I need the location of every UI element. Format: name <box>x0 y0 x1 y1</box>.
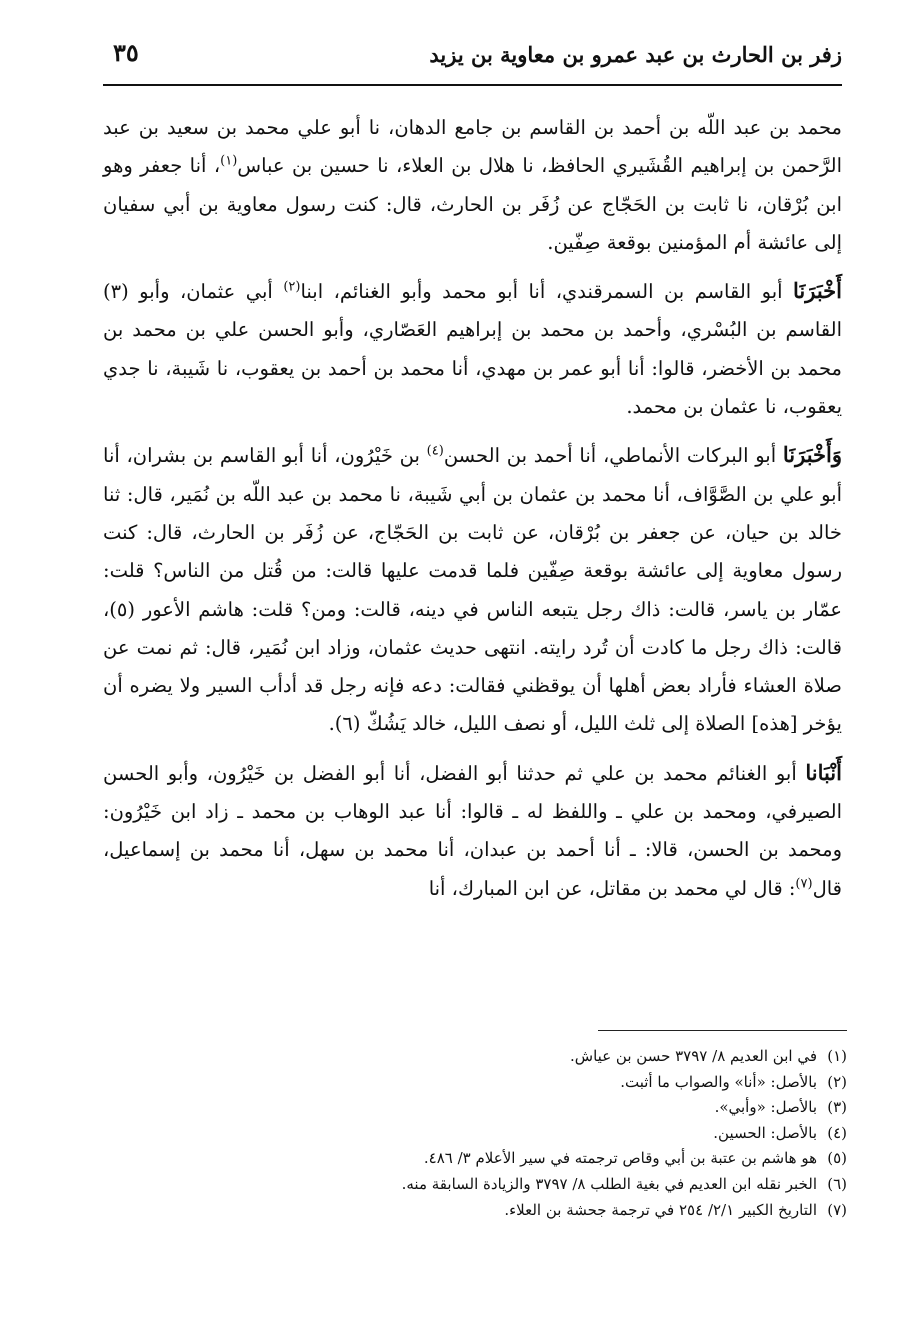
footnote <box>300 1198 847 1224</box>
paragraph-text: أبو القاسم بن السمرقندي، أنا أبو محمد وأبو الغنائم، ابنا <box>300 280 794 304</box>
footnote-ref: (٧) <box>795 876 813 892</box>
paragraph <box>103 436 842 743</box>
footnote-ref: (٤) <box>426 443 444 459</box>
footnote <box>300 1044 847 1070</box>
paragraph <box>103 754 842 908</box>
footnote-text: هو هاشم بن عتبة بن أبي وقاص ترجمته في سير الأعلام ٣/ ٤٨٦. <box>423 1149 817 1168</box>
paragraph-text: أبو الغنائم محمد بن علي ثم حدثنا أبو الفضل، أنا أبو الفضل بن خَيْرُون، وأبو الحسن الصيرفي، ومحمد بن علي ـ واللفظ له ـ قالوا: أنا عبد الوهاب بن محمد ـ زاد ابن خَيْرُون: ومحمد بن الحسن، قالا: ـ أنا أحمد بن عبدان، أنا محمد بن سهل، أنا محمد بن إسماعيل، قال <box>103 761 842 900</box>
page-header <box>103 30 842 86</box>
footnote-ref: (٢) <box>283 279 301 295</box>
footnote-text: التاريخ الكبير ٢/١/ ٢٥٤ في ترجمة جحشة بن العلاء. <box>504 1200 817 1219</box>
paragraph <box>103 108 842 262</box>
footnote <box>300 1146 847 1172</box>
footnote <box>300 1121 847 1147</box>
main-text <box>103 108 842 918</box>
header-rule <box>103 84 842 86</box>
footnote-rule <box>598 1030 847 1031</box>
paragraph-text-rest: أبي عثمان، وأبو (٣) القاسم بن البُسْري، وأحمد بن محمد بن إبراهيم العَصّاري، وأبو الحسن علي بن محمد بن محمد بن الأخضر، قالوا: أنا أبو عمر بن مهدي، أنا محمد بن أحمد بن يعقوب، نا شَيبة، نا جدي يعقوب، نا عثمان بن محمد. <box>103 280 842 419</box>
footnote <box>300 1095 847 1121</box>
paragraph-text-rest: ، أنا جعفر وهو ابن بُرْقان، نا ثابت بن الحَجّاج عن زُفَر بن الحارث، قال: كنت رسول معاوية بن أبي سفيان إلى عائشة أم المؤمنين بوقعة صِفّين. <box>103 154 842 254</box>
paragraph-text-rest: : قال لي محمد بن مقاتل، عن ابن المبارك، أنا <box>428 876 796 900</box>
footnote-ref: (١) <box>220 153 238 169</box>
footnote <box>300 1172 847 1198</box>
footnotes <box>300 1044 847 1223</box>
paragraph-text: أبو البركات الأنماطي، أنا أحمد بن الحسن <box>443 444 783 468</box>
paragraph-text: محمد بن عبد اللّه بن أحمد بن القاسم بن جامع الدهان، نا أبو علي محمد بن سعيد بن عبد الرَّحمن بن إبراهيم القُشَيري الحافظ، نا هلال بن العلاء، نا حسين بن عباس <box>103 116 842 178</box>
paragraph-lead: وَأَخْبَرَنَا <box>782 442 842 468</box>
page-number: ٣٥ <box>113 38 139 67</box>
footnote-text: بالأصل: الحسين. <box>713 1123 817 1142</box>
footnote-text: بالأصل: «وأبي». <box>714 1098 817 1117</box>
footnote-text: بالأصل: «أنا» والصواب ما أثبت. <box>620 1072 817 1091</box>
footnote-number: (٧) <box>827 1200 847 1219</box>
paragraph-lead: أَخْبَرَنَا <box>793 278 842 304</box>
footnote-number: (٥) <box>827 1149 847 1168</box>
footnote <box>300 1070 847 1096</box>
paragraph <box>103 272 842 426</box>
footnote-text: في ابن العديم ٨/ ٣٧٩٧ حسن بن عياش. <box>570 1047 817 1065</box>
paragraph-lead: أَنْبَانا <box>805 759 842 785</box>
footnote-number: (٤) <box>827 1123 847 1142</box>
footnote-number: (١) <box>827 1047 847 1065</box>
footnote-text: الخبر نقله ابن العديم في بغية الطلب ٨/ ٣٧٩٧ والزيادة السابقة منه. <box>401 1174 817 1193</box>
footnote-number: (٦) <box>827 1174 847 1193</box>
paragraph-text-rest: بن خَيْرُون، أنا أبو القاسم بن بشران، أنا أبو علي بن الصَّوَّاف، أنا محمد بن عثمان بن أبي شَيبة، نا محمد بن عبد اللّه بن نُمَير، قال: ثنا خالد بن حيان، عن جعفر بن بُرْقان، عن ثابت بن الحَجّاج، عن زُفَر بن الحارث، قال: كنت رسول معاوية إلى عائشة بوقعة صِفّين فلما قدمت عليها قالت: من قُتل من الناس؟ قلت: عمّار بن ياسر، قالت: ذاك رجل يتبعه الناس في دينه، قالت: ومن؟ قلت: هاشم الأعور (٥)، قالت: ذاك رجل ما كادت أن تُرد رايته. انتهى حديث عثمان، وزاد ابن نُمَير، قال: ثم نمت عن صلاة العشاء فأراد بعض أهلها أن يوقظني فقالت: دعه فإنه رجل قد أدأب السير ولا يضره أن يؤخر [هذه] الصلاة إلى ثلث الليل، أو نصف الليل، خالد يَشُكّ (٦). <box>103 444 842 736</box>
footnote-number: (٣) <box>827 1098 847 1117</box>
footnote-number: (٢) <box>827 1072 847 1091</box>
running-title: زفر بن الحارث بن عبد عمرو بن معاوية بن يزيد <box>429 42 842 67</box>
